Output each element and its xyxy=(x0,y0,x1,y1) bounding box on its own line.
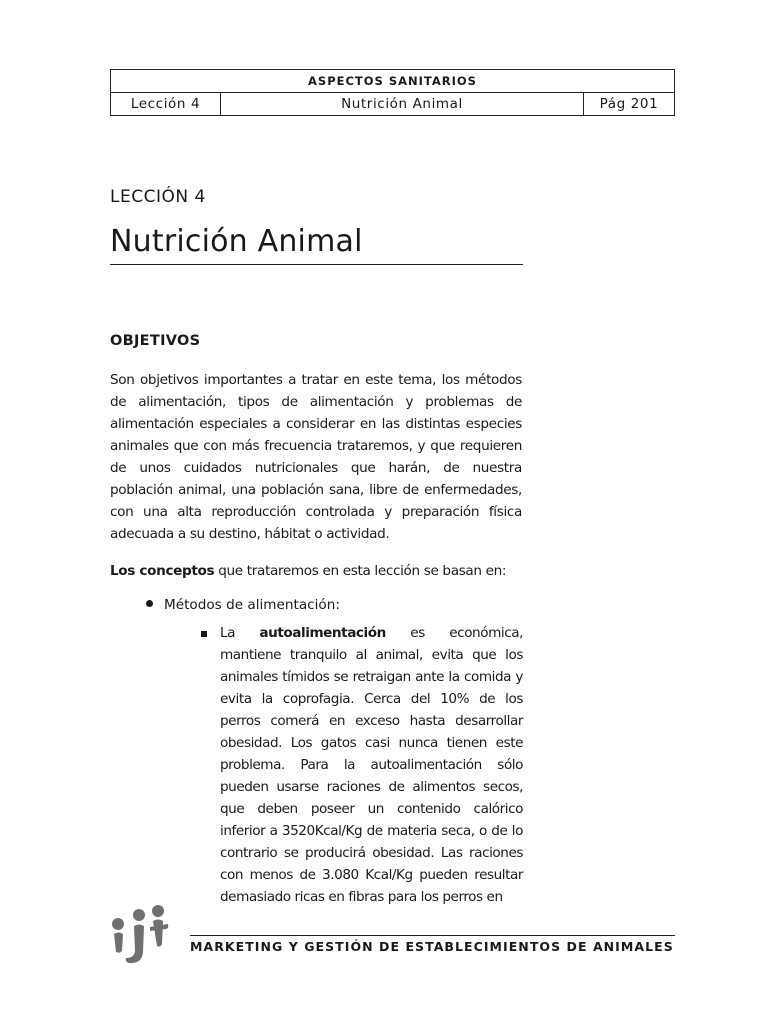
square-bullet-icon xyxy=(201,631,207,637)
concepts-bold: Los conceptos xyxy=(110,563,215,579)
objectives-paragraph: Son objetivos importantes a tratar en este tema, los métodos de alimentación, tipos de alimentación y problemas de alimentación especiales a considerar en las distintas especies animales que con más frecuencia trataremos, y que requieren de unos cuidados nutricionales que harán, de nuestra población animal, una población sana, libre de enfermedades, con una alta reproducción controlada y preparación física adecuada a su destino, hábitat o actividad. xyxy=(110,372,522,542)
bullet-dot-icon xyxy=(146,600,153,607)
sub-list-item-autoalimentacion xyxy=(220,622,523,908)
header-lesson: Lección 4 xyxy=(111,93,221,116)
objectives-heading: OBJETIVOS xyxy=(110,333,201,349)
list-item-methods-label: Métodos de alimentación: xyxy=(164,597,340,613)
people-logo-icon xyxy=(110,902,172,966)
footer-title: MARKETING Y GESTIÓN DE ESTABLECIMIENTOS DE ANIMALES xyxy=(190,939,674,954)
title-underline xyxy=(110,264,523,265)
header-title: Nutrición Animal xyxy=(221,93,584,116)
sub-item-prefix: La xyxy=(220,625,260,641)
header-section-title: ASPECTOS SANITARIOS xyxy=(111,70,674,93)
concepts-text: que trataremos en esta lección se basan en: xyxy=(214,563,507,579)
footer-rule xyxy=(190,935,675,936)
sub-item-text: es económica, mantiene tranquilo al animal, evita que los animales tímidos se retraigan ante la comida y evita la coprofagia. Cerca del 10% de los perros comerá en exceso hasta desarrollar obesidad. Los gatos casi nunca tienen este problema. Para la autoalimentación sólo pueden usarse raciones de alimentos secos, que deben poseer un contenido calórico inferior a 3520Kcal/Kg de materia seca, o de lo contrario se producirá obesidad. Las raciones con menos de 3.080 Kcal/Kg pueden resultar demasiado ricas en fibras para los perros en xyxy=(220,625,523,905)
concepts-paragraph xyxy=(110,560,522,582)
sub-item-bold: autoalimentación xyxy=(259,625,386,641)
header-table xyxy=(110,69,675,116)
header-row xyxy=(111,93,674,116)
list-item-methods xyxy=(146,594,340,616)
lesson-label: LECCIÓN 4 xyxy=(110,187,206,207)
header-page-number: Pág 201 xyxy=(599,96,659,112)
lesson-title: Nutrición Animal xyxy=(110,224,363,259)
